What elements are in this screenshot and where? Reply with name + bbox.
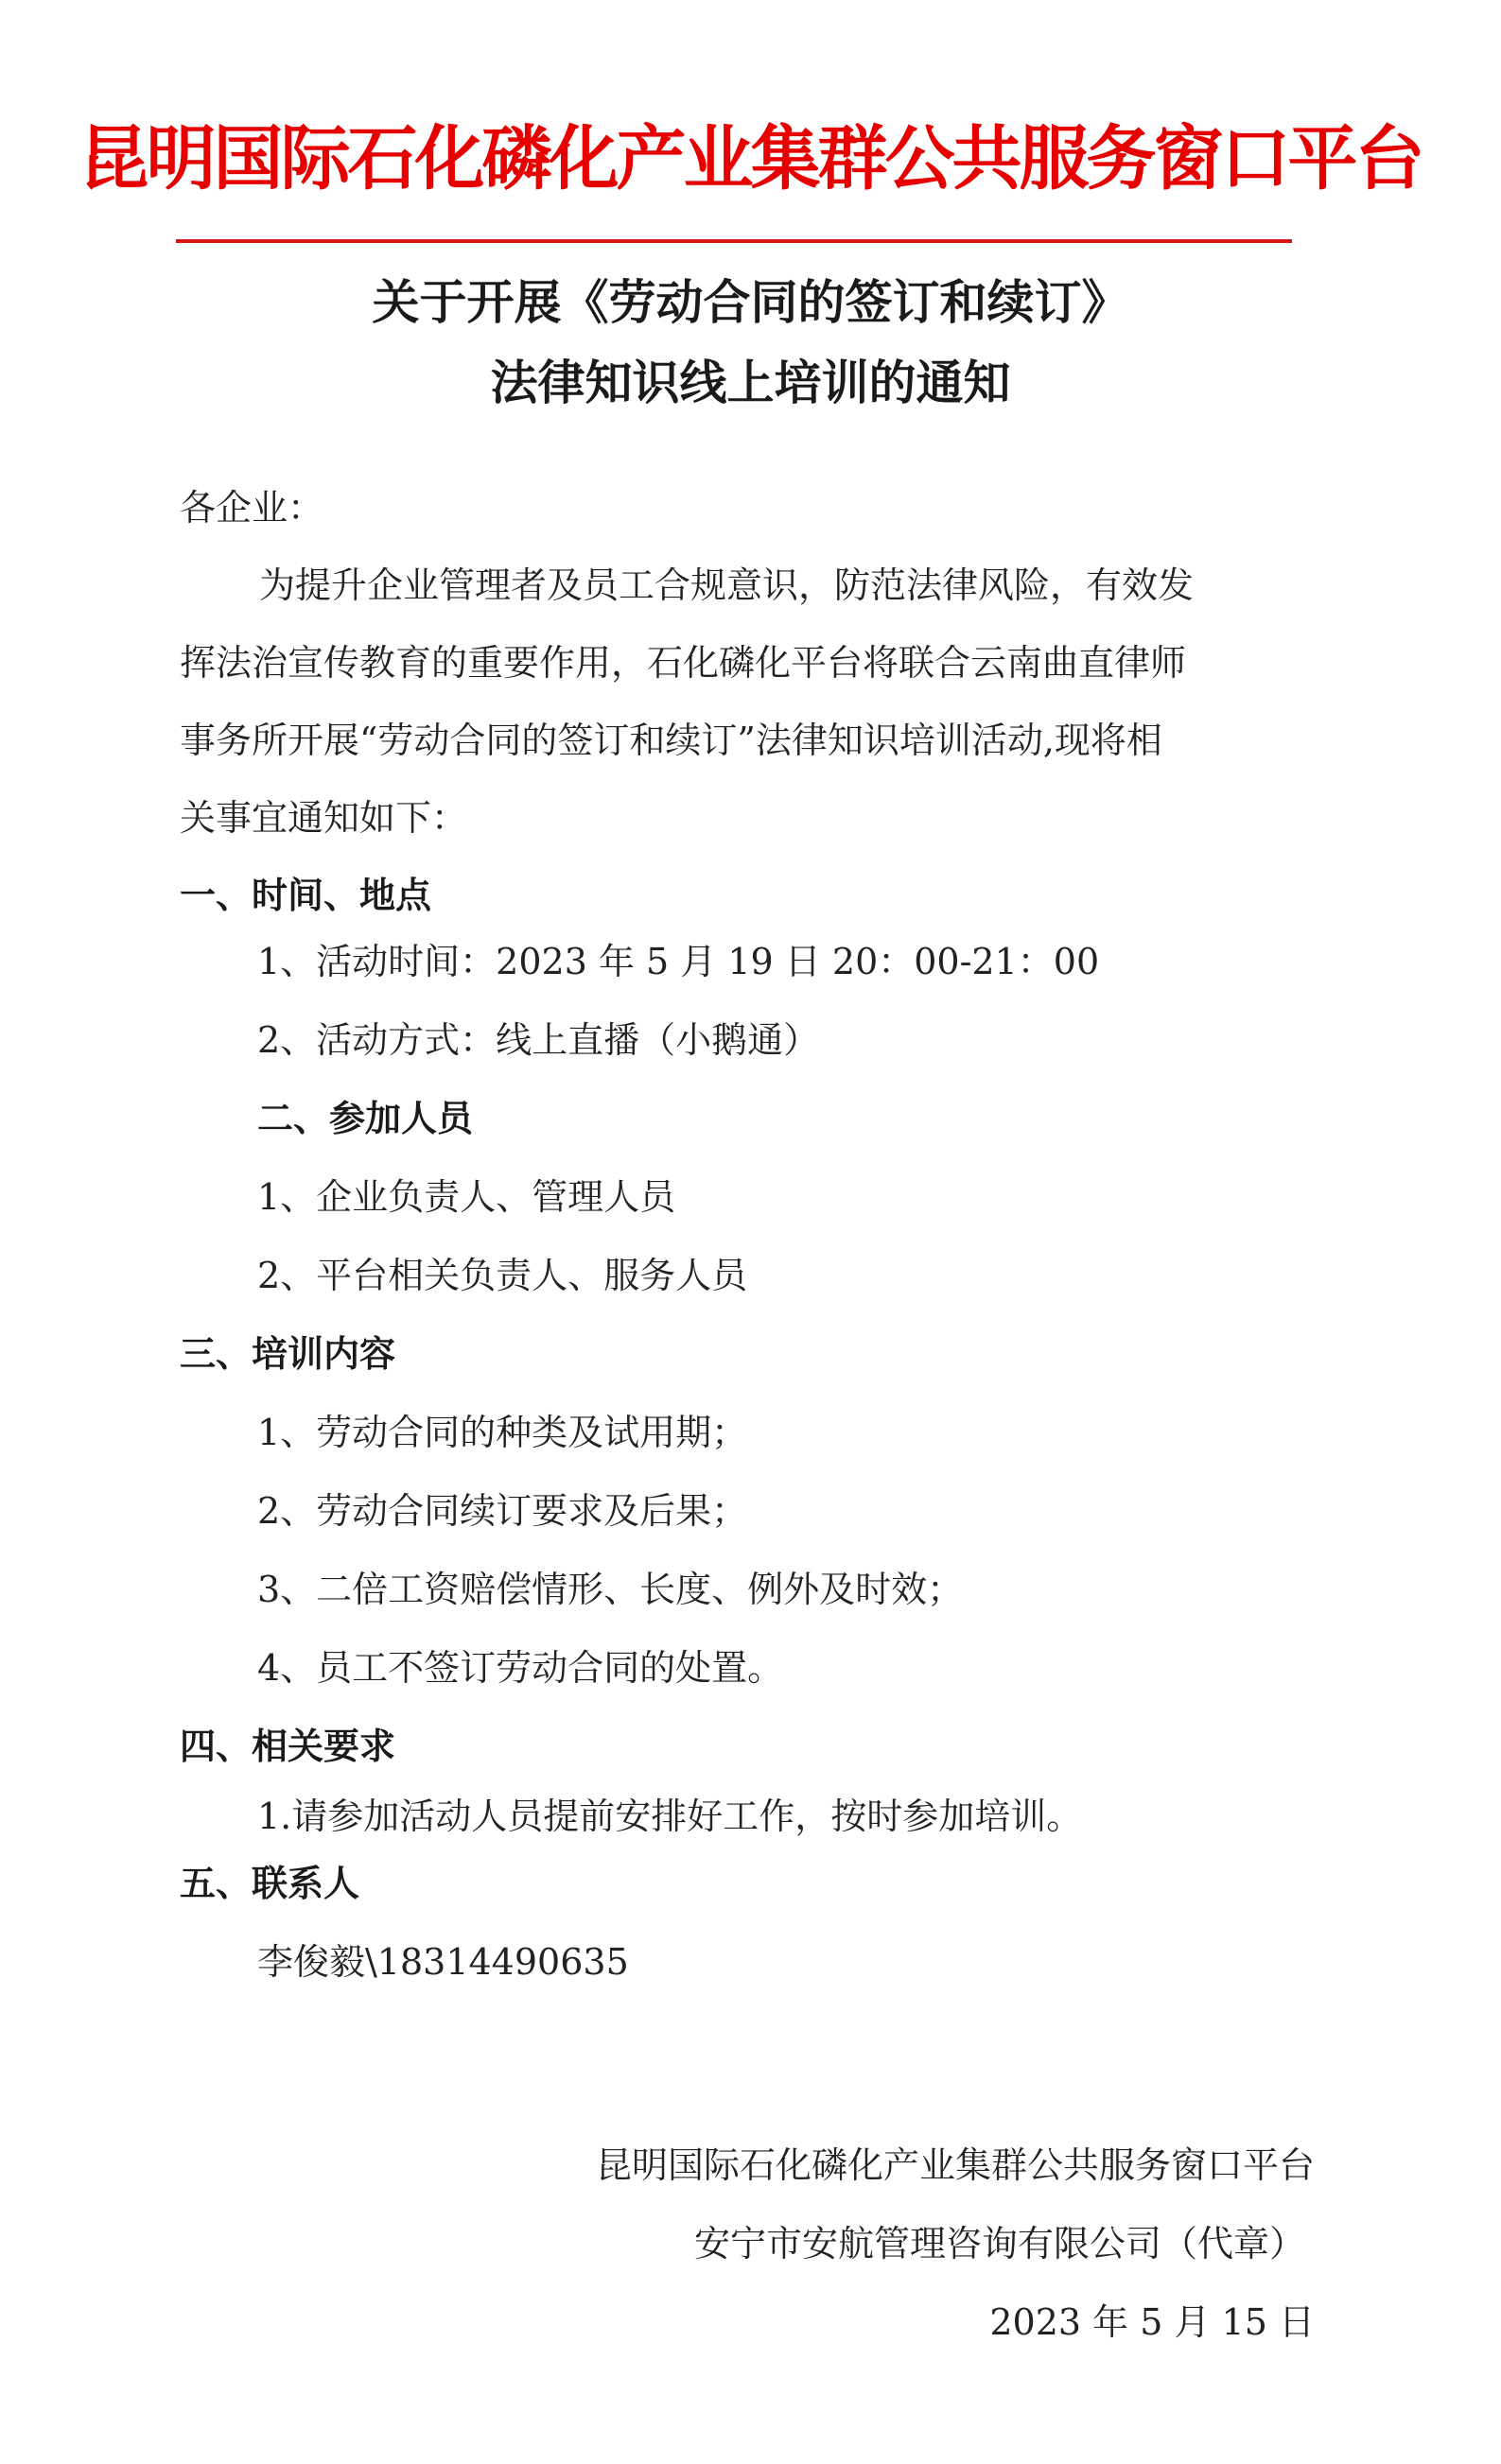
notice-title-line1: 关于开展《劳动合同的签订和续订》 <box>372 275 1129 330</box>
section3-item: 4、员工不签订劳动合同的处置。 <box>257 1647 784 1689</box>
section2-heading: 二、参加人员 <box>257 1098 474 1139</box>
section1-item: 2、活动方式：线上直播（小鹅通） <box>257 1019 820 1061</box>
section3-heading: 三、培训内容 <box>180 1333 396 1375</box>
section3-item: 1、劳动合同的种类及试用期； <box>257 1412 748 1453</box>
section1-item: 1、活动时间：2023 年 5 月 19 日 20：00-21：00 <box>257 941 1100 982</box>
letterhead-org-name: 昆明国际石化磷化产业集群公共服务窗口平台 <box>79 118 1422 200</box>
section3-item: 3、二倍工资赔偿情形、长度、例外及时效； <box>257 1569 964 1610</box>
signature-date: 2023 年 5 月 15 日 <box>989 2301 1315 2343</box>
signature-org: 昆明国际石化磷化产业集群公共服务窗口平台 <box>595 2144 1315 2186</box>
intro-line-4: 关事宜通知如下： <box>180 797 468 839</box>
intro-line-3: 事务所开展“劳动合同的签订和续订”法律知识培训活动,现将相 <box>180 720 1162 761</box>
contact-person: 李俊毅\18314490635 <box>257 1941 629 1983</box>
intro-line-1: 为提升企业管理者及员工合规意识，防范法律风险，有效发 <box>259 564 1195 606</box>
notice-title-line2: 法律知识线上培训的通知 <box>490 356 1011 410</box>
section5-heading: 五、联系人 <box>180 1863 360 1904</box>
letterhead-rule <box>176 239 1292 243</box>
section2-item: 1、企业负责人、管理人员 <box>257 1176 676 1218</box>
intro-line-2: 挥法治宣传教育的重要作用，石化磷化平台将联合云南曲直律师 <box>180 642 1187 684</box>
signature-agent: 安宁市安航管理咨询有限公司（代章） <box>693 2223 1305 2264</box>
section3-item: 2、劳动合同续订要求及后果； <box>257 1490 748 1532</box>
greeting: 各企业： <box>180 487 324 529</box>
section4-heading: 四、相关要求 <box>180 1726 396 1767</box>
section1-heading: 一、时间、地点 <box>180 875 432 916</box>
section4-item: 1.请参加活动人员提前安排好工作，按时参加培训。 <box>257 1796 1083 1837</box>
section2-item: 2、平台相关负责人、服务人员 <box>257 1255 748 1296</box>
